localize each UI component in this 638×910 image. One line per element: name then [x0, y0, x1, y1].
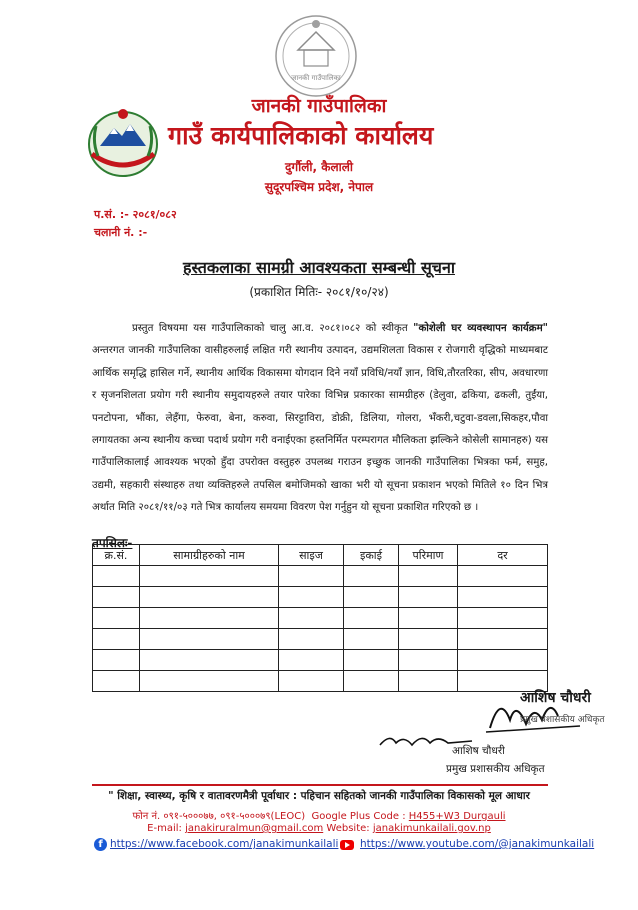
notice-body — [92, 318, 548, 520]
address-line-1: दुर्गौली, कैलाली — [285, 160, 353, 174]
table-header-row — [93, 545, 548, 566]
col-quantity: परिमाण — [399, 545, 458, 566]
facebook-link[interactable]: https://www.facebook.com/janakimunkailali — [110, 838, 339, 850]
table-row — [93, 671, 548, 692]
table-row — [93, 566, 548, 587]
body-intro: प्रस्तुत विषयमा यस गाउँपालिकाको चालु आ.व. २०८१।०८२ को स्वीकृत — [132, 323, 414, 334]
col-rate: दर — [458, 545, 548, 566]
table-row — [93, 608, 548, 629]
table-body — [93, 566, 548, 692]
signature-stamp-title: प्रमुख प्रशासकीय अधिकृत — [520, 715, 605, 725]
org-name: जानकी गाउँपालिका — [251, 95, 387, 117]
website-label: Website: — [326, 823, 370, 834]
reference-number: प.सं. :- २०८१/०८२ — [94, 208, 177, 221]
plus-code-label: Google Plus Code : — [311, 811, 406, 822]
plus-code[interactable]: H455+W3 Durgauli — [408, 811, 506, 822]
youtube-icon — [340, 840, 354, 850]
requirements-table — [92, 544, 548, 692]
program-name: "कोशेली घर व्यवस्थापन कार्यक्रम" — [413, 323, 548, 334]
table-row — [93, 629, 548, 650]
youtube-link[interactable]: https://www.youtube.com/@janakimunkailali — [360, 838, 595, 850]
svg-text:जानकी गाउँपालिका: जानकी गाउँपालिका — [291, 74, 341, 82]
signatory-name: आशिष चौधरी — [452, 745, 505, 757]
dispatch-number: चलानी नं. :- — [94, 226, 148, 239]
col-size: साइज — [279, 545, 344, 566]
address-line-2: सुदूरपश्चिम प्रदेश, नेपाल — [264, 180, 374, 194]
col-item-name: सामाग्रीहरुको नाम — [140, 545, 279, 566]
signatory-title: प्रमुख प्रशासकीय अधिकृत — [446, 763, 545, 775]
body-text: अन्तरगत जानकी गाउँपालिका वासीहरुलाई लक्षित गरी स्थानीय उत्पादन, उद्यमशिलता विकास र रोजगारी वृद्धिको माध्यमबाट आर्थिक समृद्धि हासिल गर्ने, स्थानीय आर्थिक विकासमा योगदान दिने नयाँ प्रविधि/नयाँ ज्ञान, विधि,तौरतरिका, सीप, अवधारणा र सृजनशिलता प्रयोग गरी स्थानीय समुदायहरुले तयार पारेका विभिन्न प्रकारका सामग्रीहरु (डेलुवा, ढकिया, ढकली, तुईंया, पनटोपना, भौंका, लेहँगा, फेरुवा, बेना, करुवा, सिरट्टाविरा, डोक्री, डिलिया, गोलरा, भँकरी,चटुवा-डवला,सिकहर,पौवा लगायतका अन्य स्थानीय कच्चा पदार्थ प्रयोग गरी वनाईएका हस्तनिर्मित परम्परागत मौलिकता झल्किने कोसेली सामानहरु) यस गाउँपालिकालाई आवश्यक भएको हुँदा उपरोक्त वस्तुहरु उपलब्ध गराउन इच्छुक जानकी गाउँपालिका भित्रका फर्म, समुह, उद्यमी, सहकारी संस्थाहरु तथा व्यक्तिहरुले तपसिल बमोजिमको खाका भरी यो सूचना प्रकाशन भएको मितिले १० दिन भित्र अर्थात मिति २०८१/११/०३ गते भित्र कार्यालय समयमा विवरण पेश गर्नुहुन यो सूचना प्रकाशित गरिएको छ । — [92, 345, 548, 514]
website-link[interactable]: janakimunkailali.gov.np — [372, 823, 491, 834]
table-row — [93, 587, 548, 608]
table-row — [93, 650, 548, 671]
col-unit: इकाई — [344, 545, 399, 566]
col-serial: क्र.सं. — [93, 545, 140, 566]
email-label: E-mail: — [147, 823, 182, 834]
phone-numbers: फोन नं. ०९१-५०००७७, ०९१-५०००७९(LEOC) — [132, 811, 306, 822]
office-name: गाउँ कार्यपालिकाको कार्यालय — [168, 121, 434, 150]
office-seal-logo — [268, 10, 364, 102]
footer-contact — [0, 808, 638, 822]
published-date: (प्रकाशित मितिः- २०८१/१०/२४) — [249, 285, 389, 299]
details-label: तपसिलः- — [92, 536, 133, 550]
footer-motto: " शिक्षा, स्वास्थ्य, कृषि र वातावरणमैत्री पूर्वाधार : पहिचान सहितको जानकी गाउँपालिका विकासको मूल आधार — [108, 790, 530, 802]
facebook-icon: f — [94, 838, 107, 851]
notice-subject: हस्तकलाका सामग्री आवश्यकता सम्बन्धी सूचना — [183, 258, 455, 277]
email-link[interactable]: janakiruralmun@gmail.com — [185, 823, 324, 834]
signature-stamp-name: आशिष चौधरी — [520, 690, 591, 706]
footer-online — [0, 823, 638, 834]
footer-divider — [92, 784, 548, 786]
